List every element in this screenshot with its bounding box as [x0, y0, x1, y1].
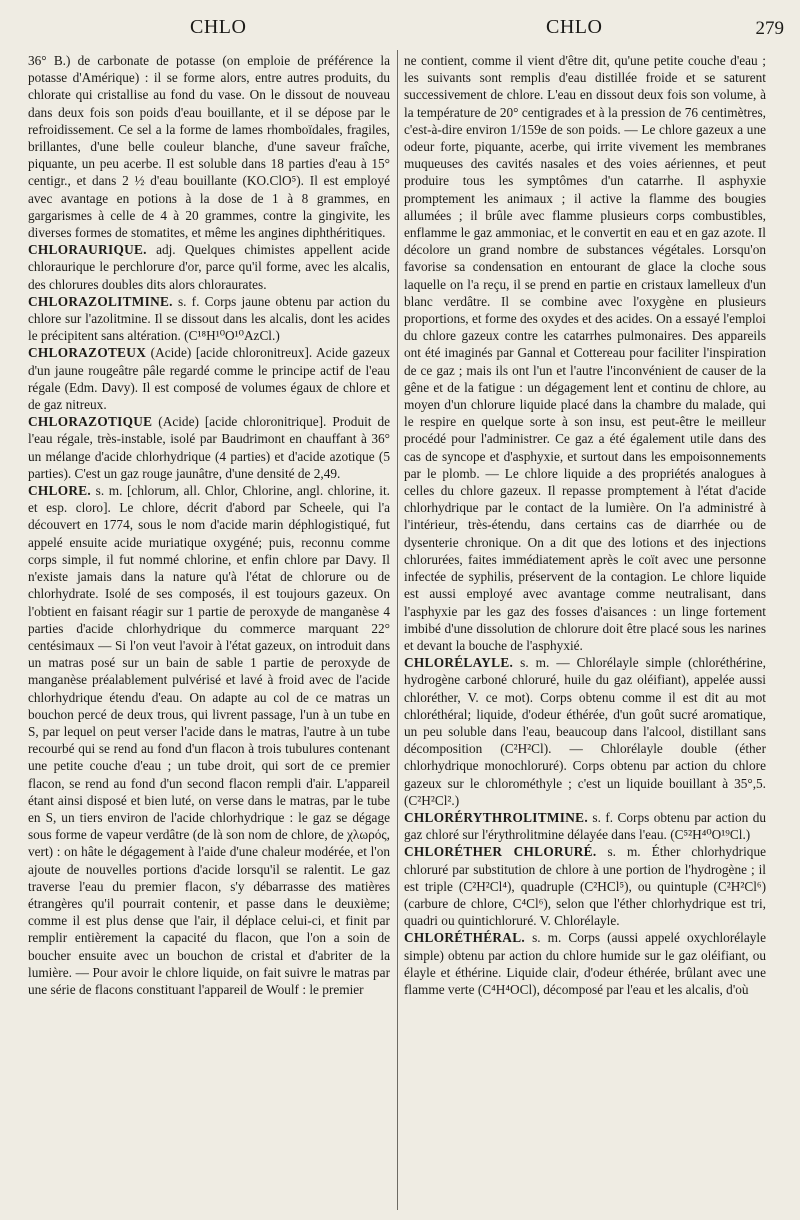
entry-text: s. f. Corps jaune obtenu par action du chlore sur l'azolitmine. Il se dissout dans les alcalis, dont les acides le précipitent sans altération. (C¹⁸H¹⁰O¹⁰AzCl.) [28, 293, 390, 344]
entry-headword: CHLORÉLAYLE. [404, 655, 514, 671]
entry-headword: CHLORE. [28, 483, 92, 499]
entry-text: adj. Quelques chimistes appellent acide chloraurique le perchlorure d'or, parce qu'il forme, avec les alcalis, des chlorures doubles dits alors chloraurates. [28, 242, 390, 292]
left-column [28, 52, 390, 1212]
entry-text: s. m. — Chlorélayle simple (chloréthérine, hydrogène carboné chloruré, huile du gaz oléifiant), appelée aussi chloréther, V. ce mot). Corps obtenu comme il est dit au mot chloréthéral; liquide, d'odeur éthérée, d'un goût sucré aromatique, un peu soluble dans l'eau, beaucoup dans l'alcool, distillant sans décomposition (C²H²Cl). — Chlorélayle double (éther chlorhydrique monochloruré). Corps obtenu par action du chlore gazeux sur le chlorométhyle ; c'est un liquide bouillant à 35°,5. (C²H²Cl².) [404, 655, 766, 808]
dictionary-entry [28, 344, 390, 413]
body-paragraph [28, 52, 390, 241]
dictionary-entry [28, 413, 390, 482]
entry-headword: CHLORÉTHÉRAL. [404, 930, 526, 946]
running-head-right: CHLO [546, 16, 603, 38]
entry-text: 36° B.) de carbonate de potasse (on emploie de préférence la potasse d'Amérique) : il se forme alors, entre autres produits, du chlorate qui cristallise au fond du vase. On le dissout de nouveau dans deux fois son poids d'eau bouillante, et il se dépose par le refroidissement. Ce sel a la forme de lames rhomboïdales, fragiles, brillantes, d'une belle couleur blanche, d'une saveur fraîche, piquante, un peu acerbe. Il est soluble dans 18 parties d'eau à 15° centigr., et dans 2 ½ d'eau bouillante (KO.ClO⁵). Il est employé avec avantage en potions à la dose de 1 à 8 grammes, en gargarismes à celle de 4 à 20 grammes, contre la gingivite, les diverses formes de stomatites, et même les angines diphthéritiques. [28, 53, 390, 241]
body-paragraph [404, 52, 766, 654]
entry-text: (Acide) [acide chloronitreux]. Acide gazeux d'un jaune rougeâtre pâle regardé comme le principe actif de l'eau régale (Edm. Davy). Il est composé de volumes égaux de chlore et de gaz nitreux. [28, 345, 390, 413]
running-head-left: CHLO [190, 16, 247, 38]
dictionary-entry [404, 843, 766, 929]
entry-text: s. f. Corps obtenu par action du gaz chloré sur l'érythrolitmine délayée dans l'eau. (C⁵²H⁴⁰O¹⁹Cl.) [404, 809, 766, 843]
dictionary-entry [28, 241, 390, 293]
right-column [404, 52, 766, 1212]
dictionary-entry [28, 482, 390, 998]
entry-headword: CHLORAURIQUE. [28, 242, 147, 258]
entry-text: s. m. Éther chlorhydrique chloruré par substitution de chlore à une portion de l'hydrogène ; il est triple (C²H²Cl⁴), quadruple (C²HCl⁵), ou quintuple (C²H²Cl⁶) (carbure de chlore, C⁴Cl⁶), selon que l'éther chlorhydrique est tri, quadri ou quintichloruré. V. Chlorélayle. [404, 844, 766, 929]
entry-text: ne contient, comme il vient d'être dit, qu'une petite couche d'eau ; les suivants sont remplis d'eau distillée froide et se saturent successivement de chlore. L'eau en dissout deux fois son volume, à la température de 20° centigrades et à la pression de 76 centimètres, c'est-à-dire environ 1/159e de son poids. — Le chlore gazeux a une odeur forte, piquante, acerbe, qui irrite vivement les membranes muqueuses des cavités nasales et des voies aériennes, et peut produire tous les symptômes d'un catarrhe. Il asphyxie promptement les animaux ; il active la flamme des bougies allumées ; il brûle avec flamme plusieurs corps combustibles, enflamme le gaz ammoniac, et le convertit en eau et en gaz azote. Il décolore un grand nombre de substances végétales. Lorsqu'on favorise sa condensation en entourant de glace la cloche sous laquelle on l'a reçu, il se prend en partie en cristaux lamelleux d'un blanc verdâtre. Il se combine avec l'oxygène en plusieurs proportions, et forme des oxydes et des acides. On a essayé l'emploi du chlore gazeux contre les catarrhes pulmonaires. Des appareils ont été imaginés par Gannal et Cottereau pour faciliter l'inspiration de ce gaz ; mais ils ont l'un et l'autre l'inconvénient de causer de la gêne et de la fatigue : un dégagement lent et continu de chlore, au moyen d'un chlorure liquide placé dans la chambre du malade, qui le respire en quelque sorte à son insu, est peut-être le meilleur procédé pour l'administrer. Ce gaz a été également utile dans des cas de syncope et d'asphyxie, et surtout dans les empoisonnements par le plomb. — Le chlore liquide a des propriétés analogues à celles du chlore gazeux. Il repasse promptement à l'état d'acide chlorhydrique par le contact de la lumière. On l'a administré à l'intérieur, très-étendu, dans certains cas de diarrhée ou de dysenterie chronique. On a dit que des lotions et des injections chlorurées, faites immédiatement après le coït avec une personne infectée de syphilis, préservent de la contagion. Le chlore liquide est aussi employé avec avantage comme neutralisant, dans l'asphyxie par les gaz des fosses d'aisances : un linge fortement imbibé d'une dissolution de chlorure doit être placé sous les narines et devant la bouche de l'asphyxié. [404, 53, 766, 653]
entry-headword: CHLORAZOLITMINE. [28, 293, 173, 309]
entry-headword: CHLORÉRYTHROLITMINE. [404, 809, 588, 825]
dictionary-entry [404, 654, 766, 809]
dictionary-entry [404, 809, 766, 843]
page-number: 279 [755, 18, 784, 39]
entry-text: (Acide) [acide chloronitrique]. Produit de l'eau régale, très-instable, isolé par Baudrimont en chauffant à 36° un mélange d'acide chlorhydrique (4 parties) et d'acide azotique (5 parties). C'est un gaz rouge jaunâtre, d'une densité de 2,49. [28, 414, 390, 481]
dictionary-entry [28, 293, 390, 345]
entry-headword: CHLORAZOTEUX [28, 345, 147, 361]
entry-headword: CHLORAZOTIQUE [28, 414, 153, 430]
entry-headword: CHLORÉTHER CHLORURÉ. [404, 844, 597, 860]
entry-text: s. m. Corps (aussi appelé oxychlorélayle simple) obtenu par action du chlore humide sur le gaz oléifiant, ou élayle et éthérine. Liquide clair, d'odeur éthérée, brûlant avec une flamme verte (C⁴H⁴OCl), décomposé par l'eau et les alcalis, d'où [404, 930, 766, 997]
entry-text: s. m. [chlorum, all. Chlor, Chlorine, angl. chlorine, it. et esp. cloro]. Le chlore, décrit d'abord par Scheele, qui l'a découvert en 1774, sous le nom d'acide marin déphlogistiqué, fut appelé ensuite acide muriatique oxygéné; puis, reconnu comme corps simple, il fut nommé chlorine, et enfin chlore par Davy. Il n'existe jamais dans la nature qu'à l'état de chlorure ou de chlorhydrate. Isolé de ses composés, il est toujours gazeux. On l'obtient en faisant réagir sur 1 partie de peroxyde de manganèse 4 parties d'acide chlorhydrique du commerce marquant 22° centésimaux — Si l'on veut l'avoir à l'état gazeux, on introduit dans un matras posé sur un bain de sable 1 partie de peroxyde de manganèse préalablement pulvérisé et lavé à froid avec de l'acide chlorhydrique étendu d'eau. On adapte au col de ce matras un bouchon percé de deux trous, qui livrent passage, l'un à un tube en S, par lequel on peut verser l'acide dans le matras, l'autre à un tube recourbé qui se rend au fond d'un flacon à trois tubulures contenant une petite couche d'eau ; un tube droit, qui sort de ce premier flacon, se rend au fond d'un second flacon rempli d'air. L'appareil étant ainsi disposé et bien luté, on verse dans le matras, par le tube en S, un tiers environ de l'acide chlorhydrique : le gaz se dégage sous forme de vapeur verdâtre (de là son nom de chlore, de χλωρός, vert) : on hâte le dégagement à l'aide d'une chaleur modérée, et l'on ajoute de nouvelles portions d'acide lorsqu'il se ralentit. Le gaz traverse l'eau du premier flacon, s'y débarrasse des matières étrangères qu'il pourrait contenir, et passe dans le deuxième; comme il est plus dense que l'air, il déplace celui-ci, et finit par remplir entièrement la capacité du flacon, que l'on a soin de boucher ensuite avec un bouchon de cristal et d'abriter de la lumière. — Pour avoir le chlore liquide, on fait suivre le matras par une série de flacons constituant l'appareil de Woulf : le premier [28, 483, 390, 997]
dictionary-entry [404, 929, 766, 998]
column-divider [397, 50, 398, 1210]
